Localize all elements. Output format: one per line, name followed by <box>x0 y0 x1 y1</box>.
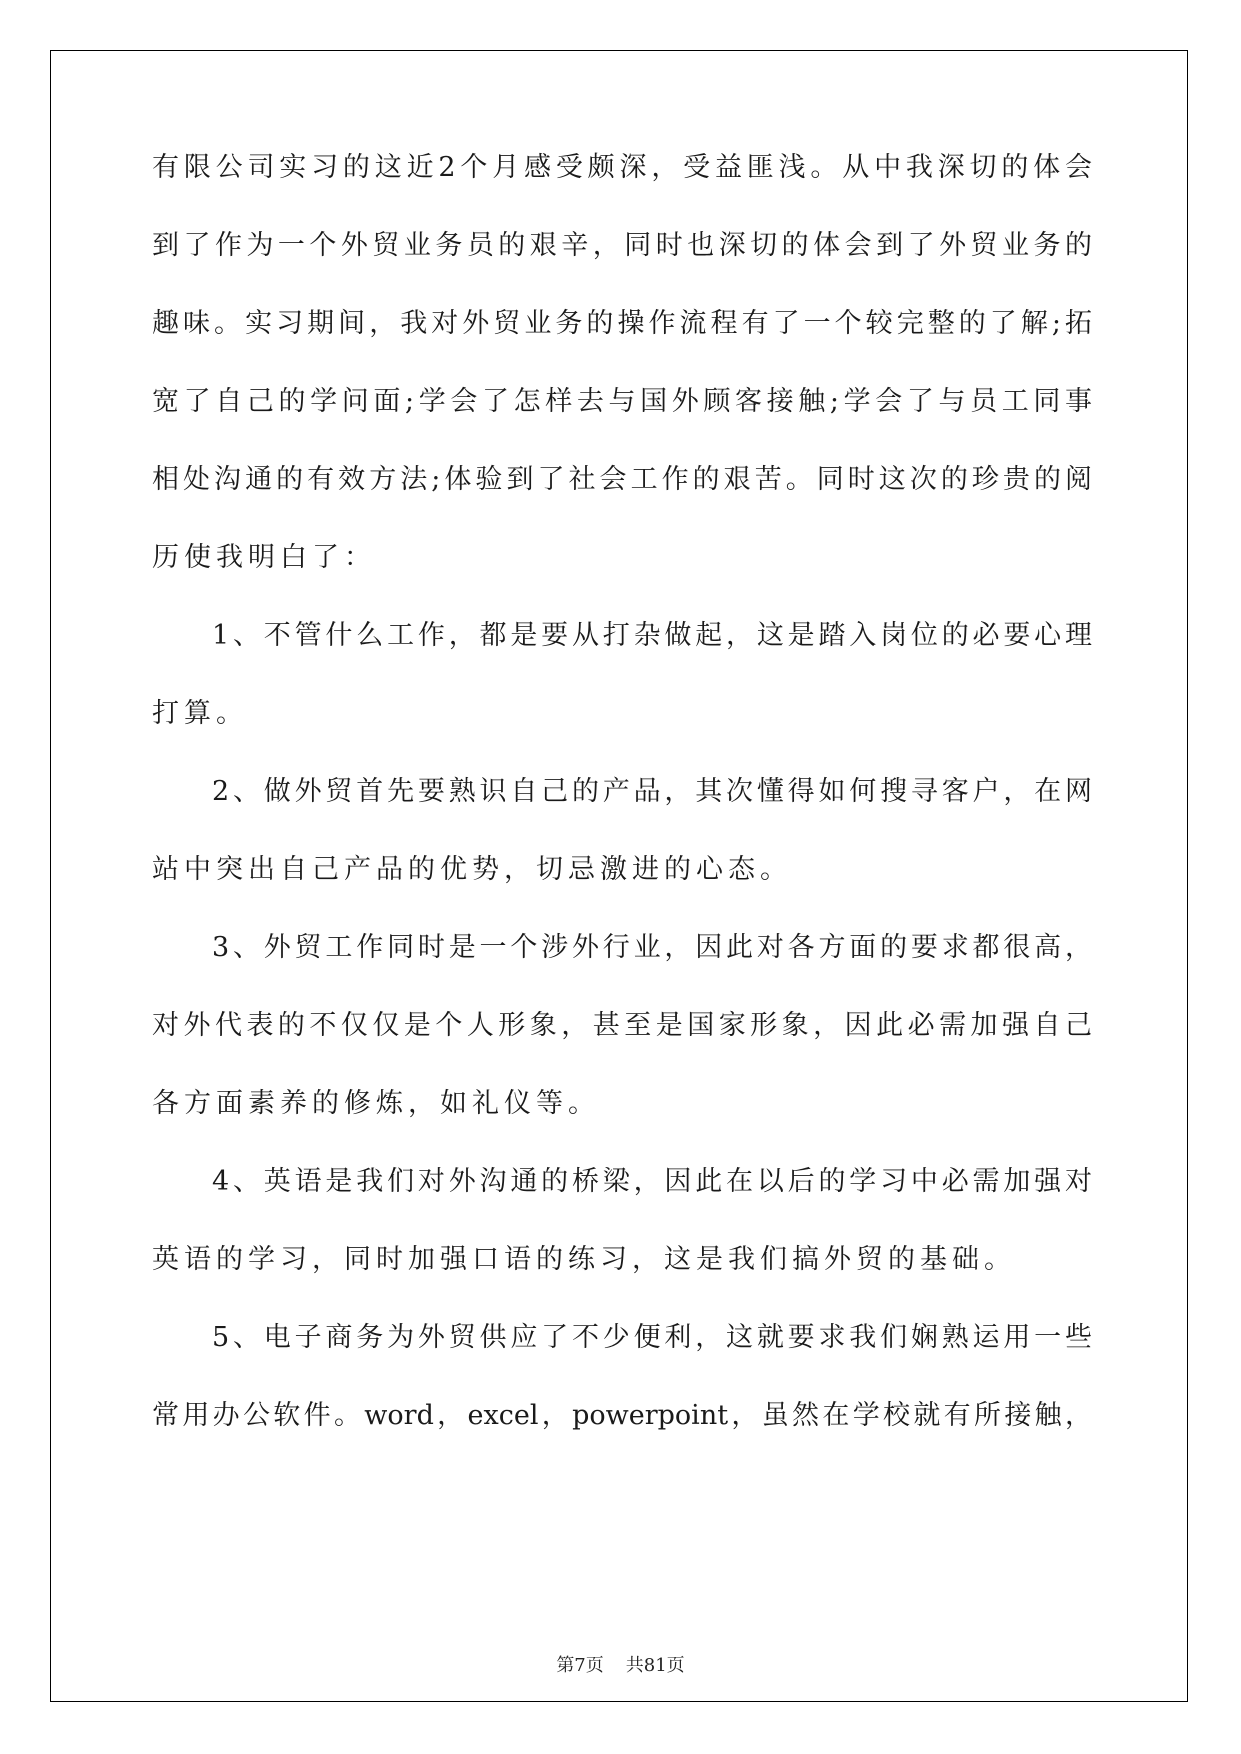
text-line: 对外代表的不仅仅是个人形象，甚至是国家形象，因此必需加强自己 <box>152 1010 1092 1041</box>
text-line: 宽了自己的学问面;学会了怎样去与国外顾客接触;学会了与员工同事 <box>152 386 1092 417</box>
text-line: 常用办公软件。word，excel，powerpoint，虽然在学校就有所接触， <box>152 1400 1092 1431</box>
text-line: 历使我明白了： <box>152 542 376 573</box>
page-footer <box>0 1655 1241 1677</box>
text-line: 3、外贸工作同时是一个涉外行业，因此对各方面的要求都很高， <box>212 932 1092 963</box>
text-line: 各方面素养的修炼，如礼仪等。 <box>152 1088 600 1119</box>
text-line: 4、英语是我们对外沟通的桥梁，因此在以后的学习中必需加强对 <box>212 1166 1092 1197</box>
text-line: 5、电子商务为外贸供应了不少便利，这就要求我们娴熟运用一些 <box>212 1322 1092 1353</box>
text-line: 站中突出自己产品的优势，切忌激进的心态。 <box>152 854 792 885</box>
text-line: 1、不管什么工作，都是要从打杂做起，这是踏入岗位的必要心理 <box>212 620 1092 651</box>
text-line: 打算。 <box>152 698 248 729</box>
text-line: 2、做外贸首先要熟识自己的产品，其次懂得如何搜寻客户，在网 <box>212 776 1092 807</box>
text-line: 英语的学习，同时加强口语的练习，这是我们搞外贸的基础。 <box>152 1244 1016 1275</box>
page-total: 共81页 <box>625 1655 685 1676</box>
text-line: 到了作为一个外贸业务员的艰辛，同时也深切的体会到了外贸业务的 <box>152 230 1092 261</box>
text-line: 相处沟通的有效方法;体验到了社会工作的艰苦。同时这次的珍贵的阅 <box>152 464 1092 495</box>
text-line: 有限公司实习的这近2个月感受颇深，受益匪浅。从中我深切的体会 <box>152 152 1092 183</box>
page-number: 第7页 <box>556 1655 604 1676</box>
text-line: 趣味。实习期间，我对外贸业务的操作流程有了一个较完整的了解;拓 <box>152 308 1092 339</box>
